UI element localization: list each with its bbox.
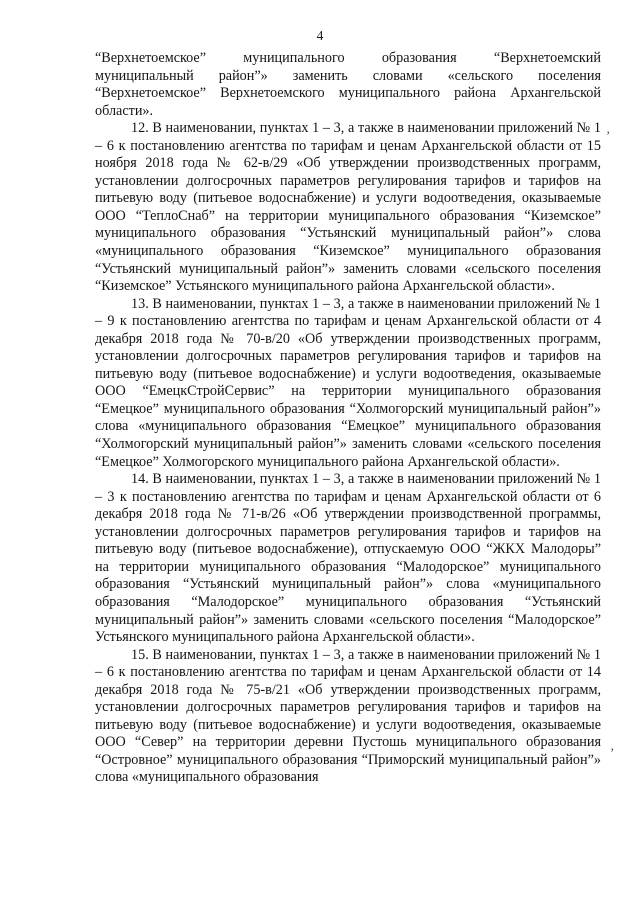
paragraph-item-15: 15. В наименовании, пунктах 1 – 3, а также в наименовании приложений № 1 – 6 к постановлению агентства по тарифам и ценам Архангельской области от 14 декабря 2018 года № 75-в/21 «Об утверждении производственных программ, установлении долгосрочных параметров регулирования тарифов и тарифов на питьевую воду (питьевое водоснабжение) и услуги водоотведения, оказываемые ООО “Север” на территории деревни Пустошь муниципального образования “Островное” муниципального образования “Приморский муниципальный район”» слова «муниципального образования [95,646,601,786]
paragraph-item-13: 13. В наименовании, пунктах 1 – 3, а также в наименовании приложений № 1 – 9 к постановлению агентства по тарифам и ценам Архангельской области от 4 декабря 2018 года № 70-в/20 «Об утверждении производственных программ, установлении долгосрочных параметров регулирования тарифов и тарифов на питьевую воду (питьевое водоснабжение) и услуги водоотведения, оказываемые ООО “ЕмецкСтройСервис” на территории муниципального образования “Емецкое” муниципального образования “Холмогорский муниципальный район”» слова «муниципального образования “Емецкое” муниципального образования “Холмогорский муниципальный район”» заменить словами «сельского поселения “Емецкое” Холмогорского муниципального района Архангельской области». [95,295,601,470]
paragraph-item-14: 14. В наименовании, пунктах 1 – 3, а также в наименовании приложений № 1 – 3 к постановлению агентства по тарифам и ценам Архангельской области от 6 декабря 2018 года № 71-в/26 «Об утверждении производственной программы, установлении долгосрочных параметров регулирования тарифов и тарифов на питьевую воду (питьевое водоснабжение), отпускаемую ООО “ЖКХ Малодоры” на территории муниципального образования “Малодорское” муниципального образования “Устьянский муниципальный район”» слова «муниципального образования “Малодорское” муниципального образования “Устьянский муниципальный район”» заменить словами «сельского поселения “Малодорское” Устьянского муниципального района Архангельской области». [95,471,601,646]
page-number: 4 [316,28,324,43]
paragraph-continuation: “Верхнетоемское” муниципального образования “Верхнетоемский муниципальный район”» заменить словами «сельского поселения “Верхнетоемское” Верхнетоемского муниципального района Архангельской области». [95,50,601,119]
document-body [95,50,601,787]
paragraph-item-12: 12. В наименовании, пунктах 1 – 3, а также в наименовании приложений № 1 – 6 к постановлению агентства по тарифам и ценам Архангельской области от 15 ноября 2018 года № 62-в/29 «Об утверждении производственных программ, установлении долгосрочных параметров регулирования тарифов и тарифов на питьевую воду (питьевое водоснабжение) и услуги водоотведения, оказываемые ООО “ТеплоСнаб” на территории муниципального образования “Киземское” муниципального образования “Устьянский муниципальный район”» слова «муниципального образования “Киземское” муниципального образования “Устьянский муниципальный район”» заменить словами «сельского поселения “Киземское” Устьянского муниципального района Архангельской области». [95,120,601,295]
scan-mark-2: ’ [610,745,615,760]
scan-mark-1: ’ [606,128,611,143]
